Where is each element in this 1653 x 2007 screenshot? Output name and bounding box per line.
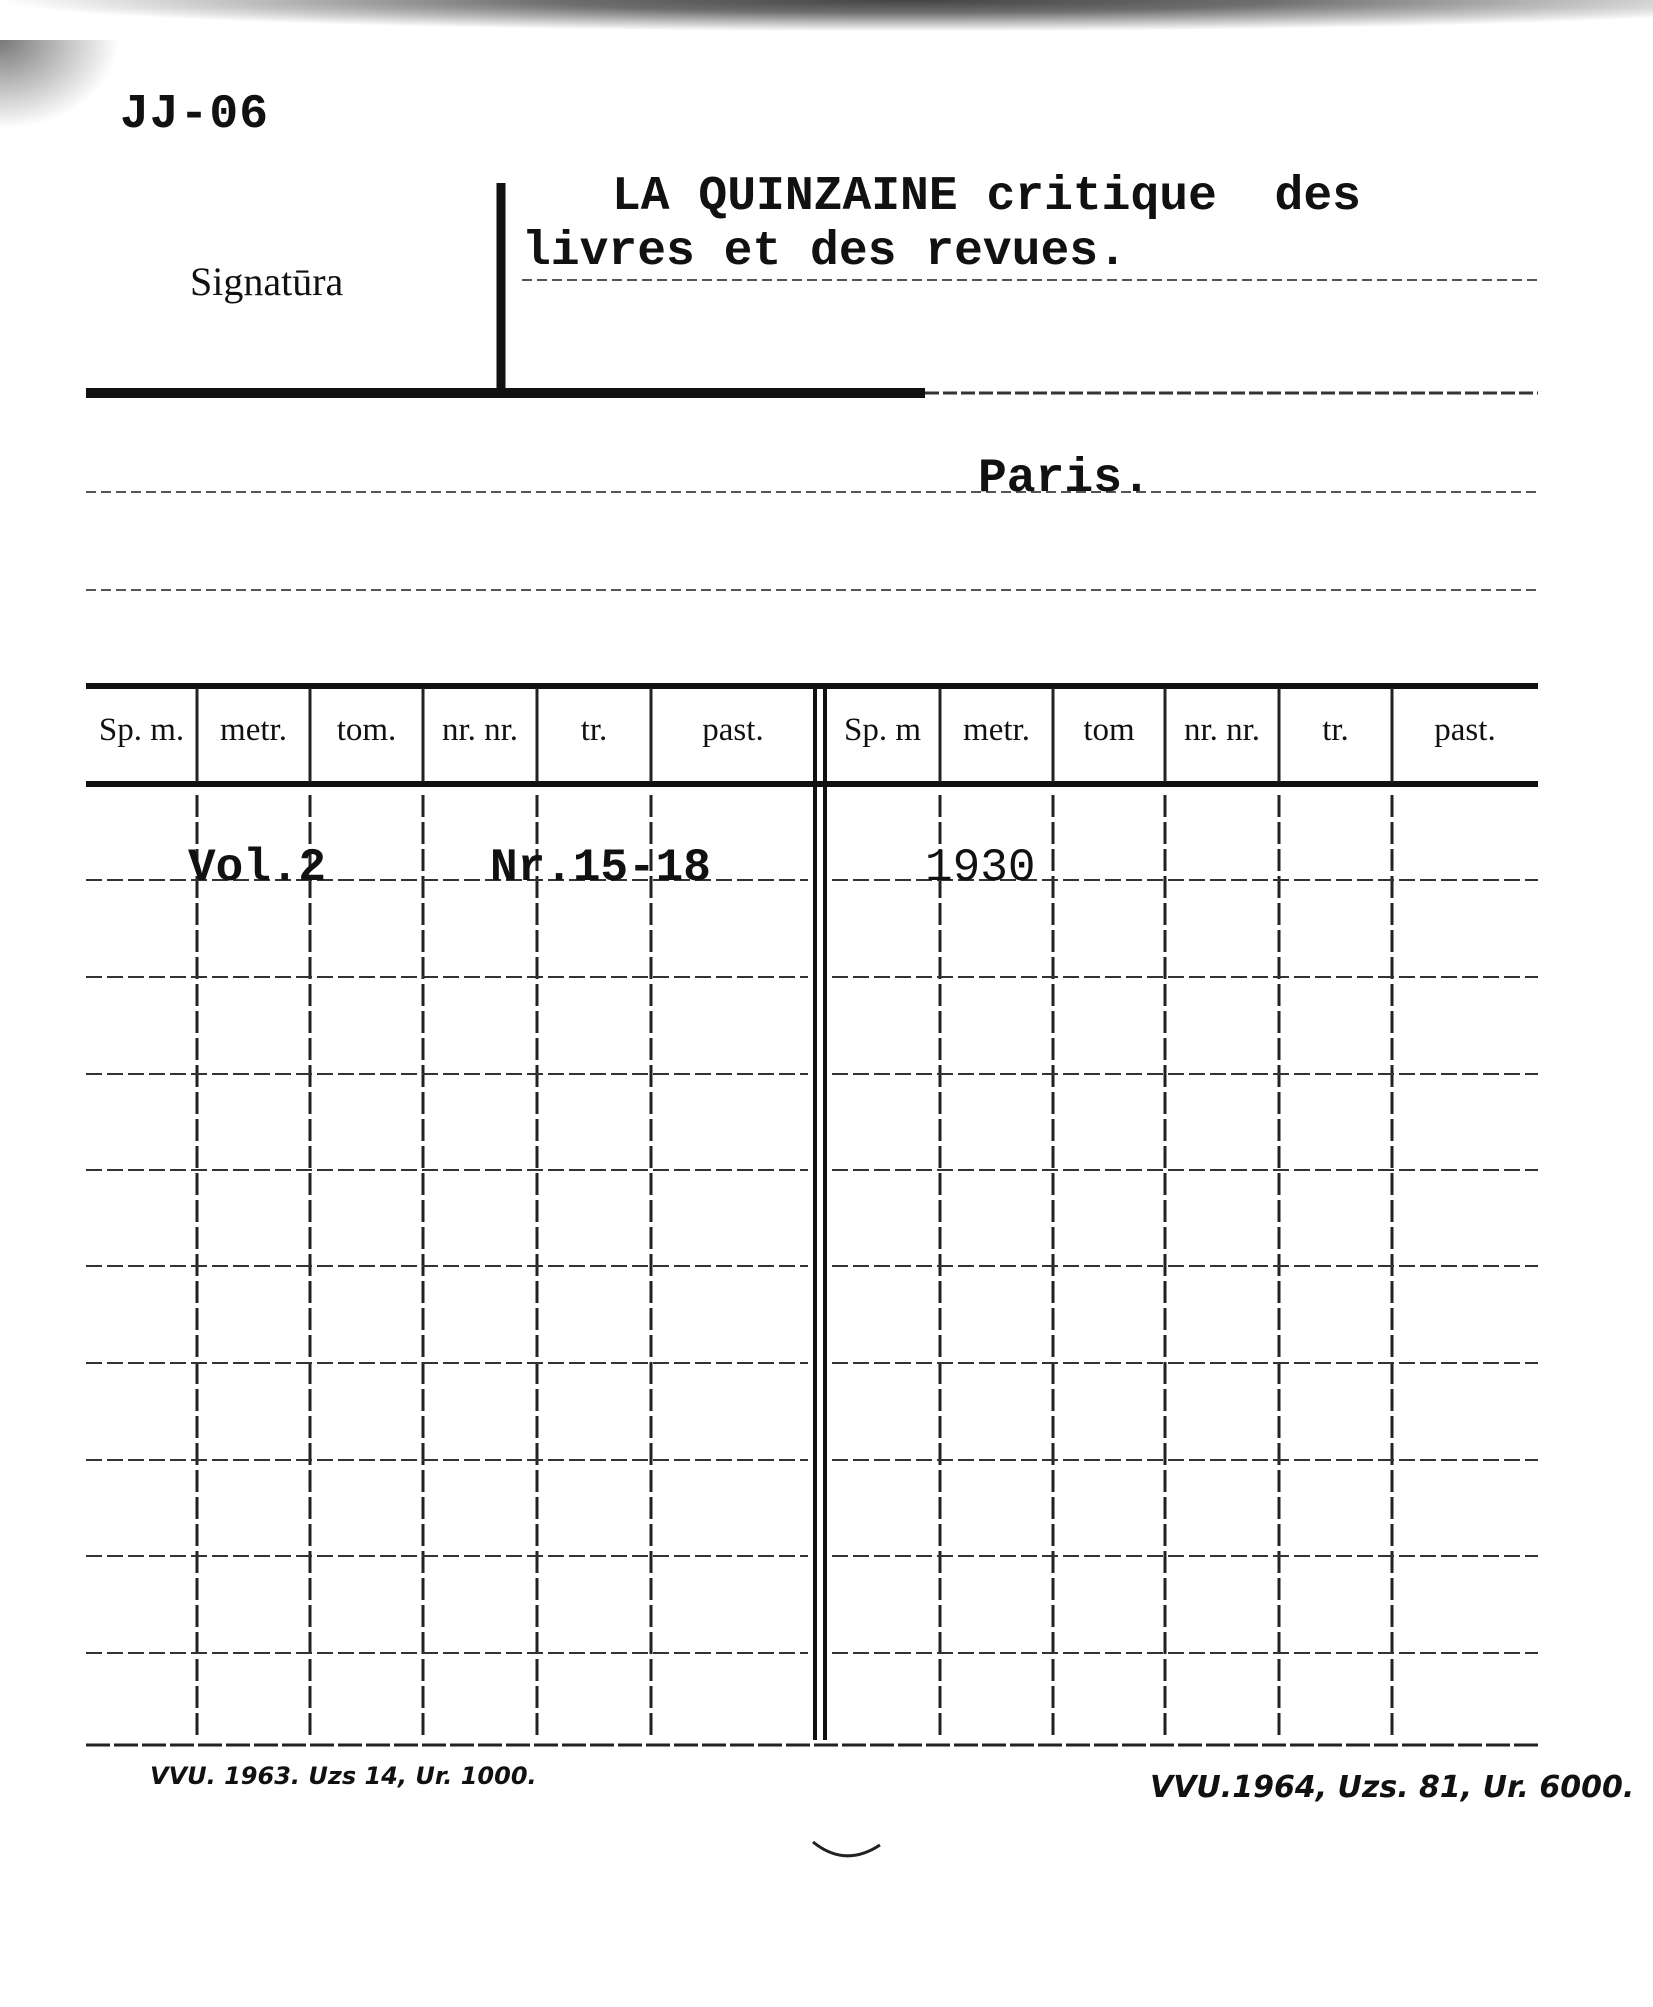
header-right-sp-m: Sp. m xyxy=(843,712,922,748)
header-left-tr: tr. xyxy=(580,712,608,748)
header-right-tr: tr. xyxy=(1322,712,1349,748)
title-line-2: livres et des revues. xyxy=(522,225,1127,279)
header-left-tom: tom. xyxy=(336,712,397,748)
title-line-1: LA QUINZAINE critique des xyxy=(612,170,1361,224)
header-right-metr: metr. xyxy=(963,712,1030,748)
entry-volume: Vol.2 xyxy=(188,842,327,894)
header-left-sp-m: Sp. m. xyxy=(98,712,185,748)
header-right-nr-nr: nr. nr. xyxy=(1183,712,1261,748)
header-left-metr: metr. xyxy=(220,712,287,748)
publication-place: Paris. xyxy=(978,452,1151,506)
footer-print-note-right: VVU.1964, Uzs. 81, Ur. 6000. xyxy=(1150,1770,1635,1805)
header-left-nr-nr: nr. nr. xyxy=(441,712,519,748)
header-left-past: past. xyxy=(702,712,764,748)
entry-year: 1930 xyxy=(925,842,1036,894)
footer-print-note-left: VVU. 1963. Uzs 14, Ur. 1000. xyxy=(150,1762,537,1790)
signature-label: Signatūra xyxy=(190,259,344,304)
card-number: JJ-06 xyxy=(120,88,270,142)
header-right-past: past. xyxy=(1434,712,1496,748)
header-right-tom: tom xyxy=(1083,712,1135,748)
entry-issues: Nr.15-18 xyxy=(490,842,711,894)
